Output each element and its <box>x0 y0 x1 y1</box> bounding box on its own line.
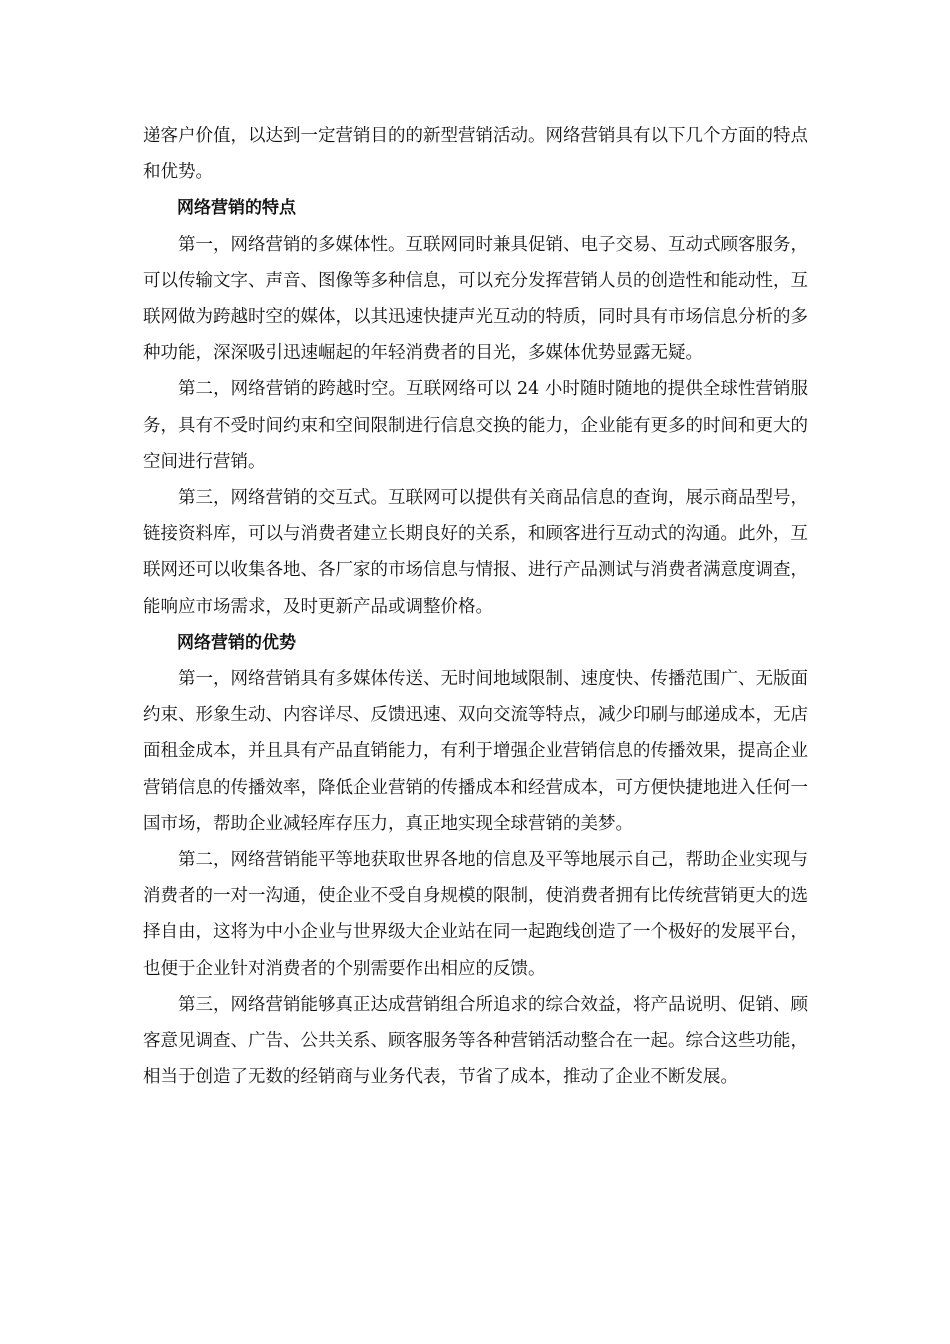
advantages-paragraph-2: 第二，网络营销能平等地获取世界各地的信息及平等地展示自己，帮助企业实现与消费者的一对一沟通，使企业不受自身规模的限制，使消费者拥有比传统营销更大的选择自由，这将为中小企业与世界级大企业站在同一起跑线创造了一个极好的发展平台，也便于企业针对消费者的个别需要作出相应的反馈。 <box>143 850 808 979</box>
intro-paragraph: 递客户价值，以达到一定营销目的的新型营销活动。网络营销具有以下几个方面的特点和优势。 <box>143 126 808 183</box>
advantages-paragraph-1: 第一，网络营销具有多媒体传送、无时间地域限制、速度快、传播范围广、无版面约束、形象生动、内容详尽、反馈迅速、双向交流等特点，减少印刷与邮递成本，无店面租金成本，并且具有产品直销能力，有利于增强企业营销信息的传播效果，提高企业营销信息的传播效率，降低企业营销的传播成本和经营成本，可方便快捷地进入任何一国市场，帮助企业减轻库存压力，真正地实现全球营销的美梦。 <box>143 669 808 834</box>
features-paragraph-1: 第一，网络营销的多媒体性。互联网同时兼具促销、电子交易、互动式顾客服务，可以传输文字、声音、图像等多种信息，可以充分发挥营销人员的创造性和能动性，互联网做为跨越时空的媒体，以其迅速快捷声光互动的特质，同时具有市场信息分析的多种功能，深深吸引迅速崛起的年轻消费者的目光，多媒体优势显露无疑。 <box>143 234 808 364</box>
document-body <box>143 118 808 1095</box>
advantages-paragraph-3: 第三，网络营销能够真正达成营销组合所追求的综合效益，将产品说明、促销、顾客意见调查、广告、公共关系、顾客服务等各种营销活动整合在一起。综合这些功能，相当于创造了无数的经销商与业务代表，节省了成本，推动了企业不断发展。 <box>143 994 808 1088</box>
features-paragraph-2: 第二，网络营销的跨越时空。互联网络可以 24 小时随时随地的提供全球性营销服务，具有不受时间约束和空间限制进行信息交换的能力，企业能有更多的时间和更大的空间进行营销。 <box>143 379 808 472</box>
advantages-heading: 网络营销的优势 <box>177 632 296 653</box>
features-paragraph-3: 第三，网络营销的交互式。互联网可以提供有关商品信息的查询，展示商品型号，链接资料库，可以与消费者建立长期良好的关系，和顾客进行互动式的沟通。此外，互联网还可以收集各地、各厂家的市场信息与情报、进行产品测试与消费者满意度调查，能响应市场需求，及时更新产品或调整价格。 <box>143 488 808 617</box>
features-heading: 网络营销的特点 <box>177 198 296 219</box>
